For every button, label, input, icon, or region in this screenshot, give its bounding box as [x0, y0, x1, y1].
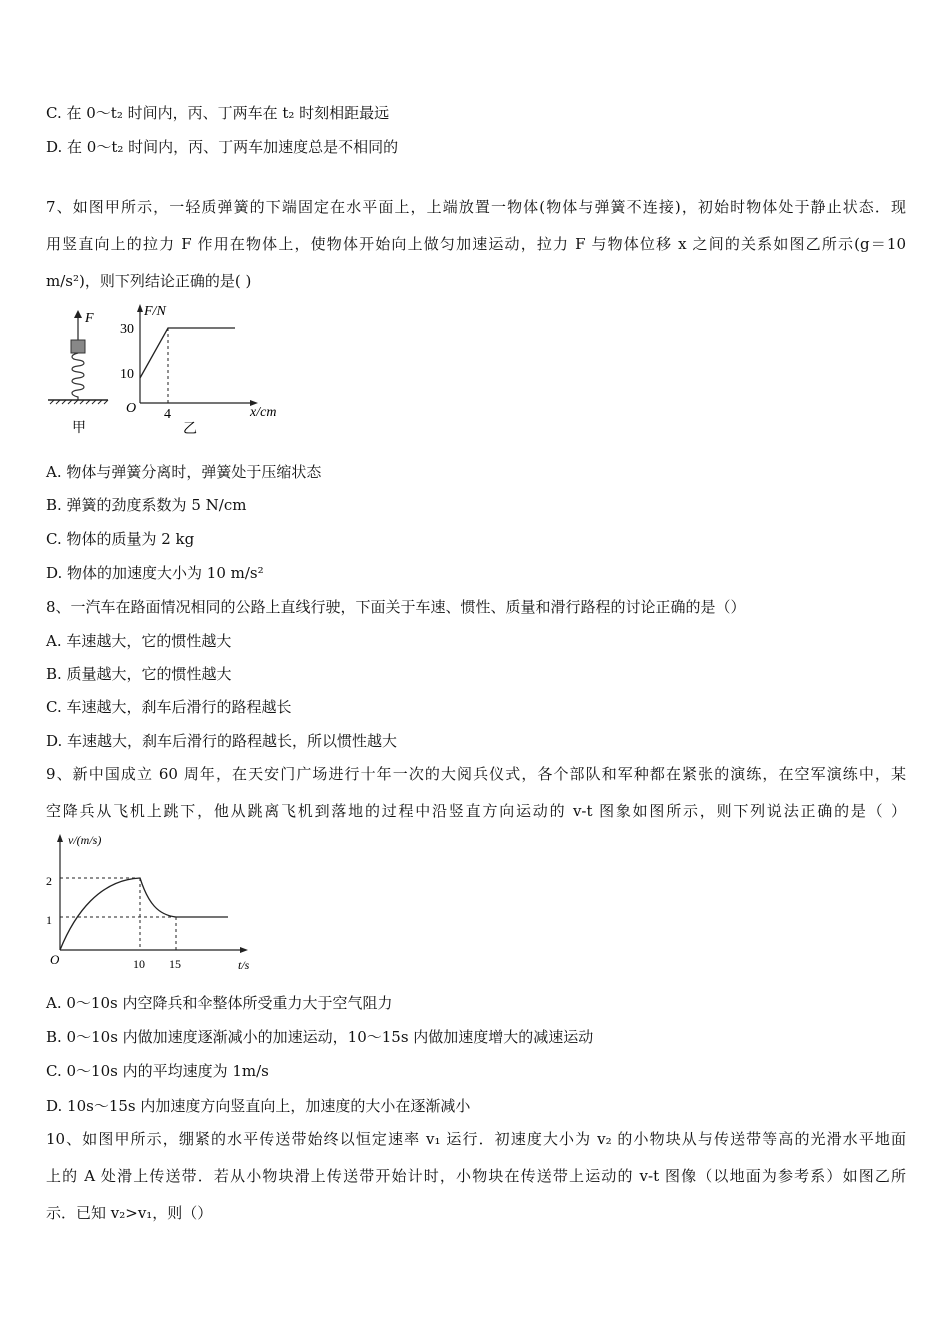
- x-tick-10: 10: [133, 957, 145, 971]
- q9-option-c: C. 0～10s 内的平均速度为 1m/s: [46, 1062, 269, 1080]
- x-axis-label: x/cm: [250, 405, 277, 420]
- y-tick-2: 2: [46, 874, 52, 888]
- q7-option-c: C. 物体的质量为 2 kg: [46, 530, 195, 548]
- y-axis-label: F/N: [144, 304, 166, 319]
- x-tick-4: 4: [164, 407, 171, 422]
- q10-stem-line2: 上的 A 处滑上传送带．若从小物块滑上传送带开始计时，小物块在传送带上运动的 v-t 图像（以地面为参考系）如图乙所: [46, 1167, 906, 1185]
- origin-label: O: [126, 401, 137, 416]
- label-jia: 甲: [72, 421, 86, 436]
- x-tick-15: 15: [169, 957, 181, 971]
- x-axis-label: t/s: [238, 958, 250, 972]
- q9-option-b: B. 0～10s 内做加速度逐渐减小的加速运动，10～15s 内做加速度增大的减速运动: [46, 1028, 594, 1046]
- y-tick-30: 30: [120, 322, 134, 337]
- q7-stem-line2: 用竖直向上的拉力 F 作用在物体上，使物体开始向上做匀加速运动，拉力 F 与物体位移 x 之间的关系如图乙所示(g＝10: [46, 235, 906, 253]
- spring-diagram: [48, 310, 108, 436]
- block: [71, 340, 85, 353]
- y-tick-1: 1: [46, 913, 52, 927]
- q9-figure: [40, 828, 260, 978]
- q6-option-d: D. 在 0～t₂ 时间内，丙、丁两车加速度总是不相同的: [46, 138, 399, 156]
- q8-option-b: B. 质量越大，它的惯性越大: [46, 665, 232, 683]
- q9-option-d: D. 10s～15s 内加速度方向竖直向上，加速度的大小在逐渐减小: [46, 1097, 471, 1115]
- q7-stem-line3: m/s²)，则下列结论正确的是( ): [46, 272, 252, 290]
- q7-option-a: A. 物体与弹簧分离时，弹簧处于压缩状态: [46, 463, 322, 481]
- q8-option-a: A. 车速越大，它的惯性越大: [46, 632, 232, 650]
- force-curve: [140, 328, 235, 378]
- q7-option-b: B. 弹簧的劲度系数为 5 N/cm: [46, 496, 247, 514]
- spring: [72, 353, 84, 400]
- q10-stem-line1: 10、如图甲所示，绷紧的水平传送带始终以恒定速率 v₁ 运行．初速度大小为 v₂ 的小物块从与传送带等高的光滑水平地面: [46, 1130, 906, 1148]
- y-axis-label: v/(m/s): [68, 833, 102, 847]
- force-label: F: [85, 311, 94, 326]
- q7-option-d: D. 物体的加速度大小为 10 m/s²: [46, 564, 264, 582]
- q6-option-c: C. 在 0～t₂ 时间内，丙、丁两车在 t₂ 时刻相距最远: [46, 104, 390, 122]
- label-yi: 乙: [183, 422, 197, 437]
- q10-stem-line3: 示．已知 v₂>v₁，则（）: [46, 1204, 213, 1222]
- q9-option-a: A. 0～10s 内空降兵和伞整体所受重力大于空气阻力: [46, 994, 393, 1012]
- velocity-curve: [60, 878, 228, 950]
- q9-stem-line2: 空降兵从飞机上跳下，他从跳离飞机到落地的过程中沿竖直方向运动的 v-t 图象如图所示，则下列说法正确的是（ ）: [46, 802, 906, 820]
- origin-label: O: [50, 952, 60, 967]
- y-tick-10: 10: [120, 367, 134, 382]
- force-displacement-graph: [120, 304, 276, 437]
- q8-option-d: D. 车速越大，刹车后滑行的路程越长，所以惯性越大: [46, 732, 398, 750]
- q8-option-c: C. 车速越大，刹车后滑行的路程越长: [46, 698, 292, 716]
- q7-stem-line1: 7、如图甲所示，一轻质弹簧的下端固定在水平面上，上端放置一物体(物体与弹簧不连接)，初始时物体处于静止状态．现: [46, 198, 906, 216]
- q9-stem-line1: 9、新中国成立 60 周年，在天安门广场进行十年一次的大阅兵仪式，各个部队和军种都在紧张的演练，在空军演练中，某: [46, 765, 906, 783]
- q8-stem: 8、一汽车在路面情况相同的公路上直线行驶，下面关于车速、惯性、质量和滑行路程的讨论正确的是（）: [46, 598, 746, 616]
- q7-figure: [40, 300, 300, 440]
